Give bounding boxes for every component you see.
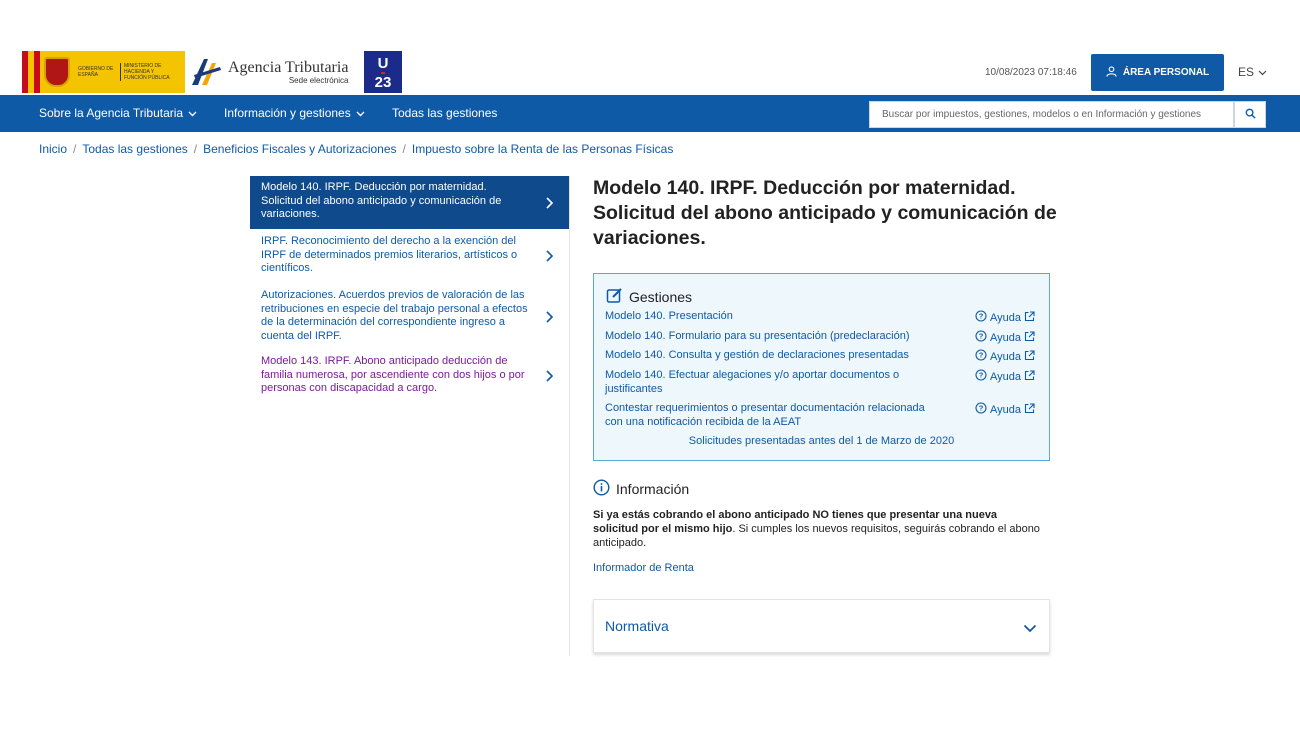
help-link[interactable] — [975, 330, 1035, 345]
area-personal-button[interactable] — [1091, 54, 1224, 91]
external-link-icon — [1024, 403, 1035, 417]
informacion-bold-text: Si ya estás cobrando el abono anticipado NO tienes que presentar una nueva solicitud por el mismo hijo — [593, 509, 998, 535]
chevron-right-icon — [545, 249, 555, 263]
svg-text:?: ? — [978, 311, 984, 321]
flag-stripes — [22, 51, 40, 93]
aeat-mark-icon — [190, 55, 224, 89]
help-label: Ayuda — [990, 403, 1021, 416]
gestion-link-requerimientos[interactable]: Contestar requerimientos o presentar documentación relacionada con una notificación recibida de la AEAT — [605, 402, 925, 428]
external-link-icon — [1024, 331, 1035, 345]
gestiones-panel — [593, 273, 1050, 461]
gobierno-espana-logo[interactable] — [22, 51, 185, 93]
breadcrumb-irpf[interactable]: Impuesto sobre la Renta de las Personas Físicas — [411, 142, 674, 156]
nav-informacion-gestiones[interactable] — [224, 106, 365, 120]
coat-of-arms-icon — [44, 57, 70, 87]
sidebar-item-label: Modelo 143. IRPF. Abono anticipado deducción de familia numerosa, por ascendiente con dos hijos o por personas con discapacidad a cargo. — [261, 355, 525, 394]
help-label: Ayuda — [990, 350, 1021, 363]
help-link[interactable] — [975, 369, 1035, 384]
chevron-right-icon — [545, 310, 555, 324]
nav-item-label: Todas las gestiones — [392, 106, 498, 120]
informacion-text — [593, 508, 1043, 550]
help-circle-icon — [975, 402, 987, 417]
gestion-link-alegaciones[interactable]: Modelo 140. Efectuar alegaciones y/o aportar documentos o justificantes — [605, 369, 900, 395]
help-circle-icon — [975, 330, 987, 345]
nav-item-label: Información y gestiones — [224, 106, 351, 120]
nav-todas-gestiones[interactable] — [392, 106, 497, 120]
help-link[interactable] — [975, 402, 1035, 417]
sidebar-item-label: IRPF. Reconocimiento del derecho a la exención del IRPF de determinados premios literarios, artísticos o científicos. — [261, 235, 518, 274]
u23-top: U — [377, 55, 389, 72]
nav-item-label: Sobre la Agencia Tributaria — [39, 106, 184, 120]
breadcrumb-beneficios-fiscales[interactable]: Beneficios Fiscales y Autorizaciones — [203, 142, 397, 156]
external-link-icon — [1024, 370, 1035, 384]
chevron-down-icon — [356, 106, 365, 120]
gestion-link-presentacion[interactable]: Modelo 140. Presentación — [605, 310, 733, 322]
breadcrumb-separator: / — [193, 142, 198, 156]
solicitudes-anteriores-link[interactable]: Solicitudes presentadas antes del 1 de Marzo de 2020 — [688, 435, 955, 447]
breadcrumb-inicio[interactable]: Inicio — [39, 142, 68, 156]
aeat-name: Agencia Tributaria — [228, 59, 349, 76]
chevron-right-icon — [545, 369, 555, 383]
chevron-down-icon — [1023, 620, 1037, 638]
gov-logo-line2: MINISTERIO DE HACIENDA Y FUNCIÓN PÚBLICA — [120, 63, 176, 81]
edit-icon — [606, 287, 623, 307]
help-circle-icon — [975, 349, 987, 364]
aeat-subtitle: Sede electrónica — [288, 76, 349, 85]
sidebar-item-autorizaciones[interactable] — [250, 289, 569, 345]
gov-logo-line1: GOBIERNO DE ESPAÑA — [78, 66, 114, 78]
site-header — [0, 0, 1300, 95]
info-circle-icon — [593, 479, 610, 499]
help-link[interactable] — [975, 349, 1035, 364]
search-input[interactable]: Buscar por impuestos, gestiones, modelos o en Información y gestiones — [869, 101, 1234, 128]
svg-text:?: ? — [978, 331, 984, 341]
language-selector[interactable] — [1238, 65, 1267, 79]
search-icon — [1245, 106, 1256, 124]
language-label: ES — [1238, 65, 1255, 79]
search-button[interactable] — [1234, 101, 1266, 128]
gestion-link-formulario[interactable]: Modelo 140. Formulario para su presentación (predeclaración) — [605, 330, 910, 342]
informacion-heading — [593, 479, 689, 499]
sidebar-item-label: Autorizaciones. Acuerdos previos de valoración de las retribuciones en especie del trabajo personal a efectos de la determinación del correspondiente ingreso a cuenta del IRPF. — [261, 289, 528, 342]
breadcrumb-todas-gestiones[interactable]: Todas las gestiones — [82, 142, 188, 156]
nav-sobre-agencia[interactable] — [39, 106, 197, 120]
chevron-down-icon — [188, 106, 197, 120]
external-link-icon — [1024, 350, 1035, 364]
gestion-link-consulta[interactable]: Modelo 140. Consulta y gestión de declaraciones presentadas — [605, 349, 909, 361]
help-label: Ayuda — [990, 370, 1021, 383]
sidebar-item-irpf-premios[interactable] — [250, 235, 569, 277]
svg-text:?: ? — [978, 403, 984, 413]
area-personal-label: ÁREA PERSONAL — [1122, 67, 1210, 78]
sidebar-item-modelo-140[interactable] — [250, 176, 569, 229]
normativa-label: Normativa — [605, 618, 669, 634]
gestiones-heading — [606, 287, 692, 307]
informacion-title: Información — [616, 481, 690, 497]
breadcrumb-separator: / — [402, 142, 406, 156]
help-circle-icon — [975, 369, 987, 384]
chevron-down-icon — [1258, 65, 1267, 79]
informacion-normal-text: . Si cumples los nuevos requisitos, seguirás cobrando el abono anticipado. — [593, 523, 1040, 549]
help-circle-icon — [975, 310, 987, 325]
page-title: Modelo 140. IRPF. Deducción por maternidad. Solicitud del abono anticipado y comunicación de variaciones. — [593, 177, 1057, 249]
main-navigation — [0, 95, 1300, 132]
svg-text:?: ? — [978, 350, 984, 360]
session-datetime: 10/08/2023 07:18:46 — [985, 67, 1077, 78]
sidebar-item-modelo-143[interactable] — [250, 355, 569, 397]
normativa-accordion[interactable] — [593, 599, 1050, 653]
external-link-icon — [1024, 311, 1035, 325]
chevron-right-icon — [545, 196, 555, 210]
spain-presidency-u23-badge — [364, 51, 402, 93]
related-procedures-sidebar — [250, 176, 570, 656]
informador-renta-link[interactable]: Informador de Renta — [593, 562, 694, 574]
sidebar-item-label: Modelo 140. IRPF. Deducción por maternidad. Solicitud del abono anticipado y comunicación de variaciones. — [261, 181, 502, 220]
breadcrumb-separator: / — [73, 142, 77, 156]
help-link[interactable] — [975, 310, 1035, 325]
help-label: Ayuda — [990, 331, 1021, 344]
help-label: Ayuda — [990, 311, 1021, 324]
user-icon — [1106, 66, 1117, 80]
u23-bottom: 23 — [374, 74, 392, 91]
breadcrumb — [39, 142, 673, 156]
svg-text:?: ? — [978, 370, 984, 380]
agencia-tributaria-logo[interactable] — [190, 51, 362, 93]
gestiones-title: Gestiones — [629, 289, 693, 305]
